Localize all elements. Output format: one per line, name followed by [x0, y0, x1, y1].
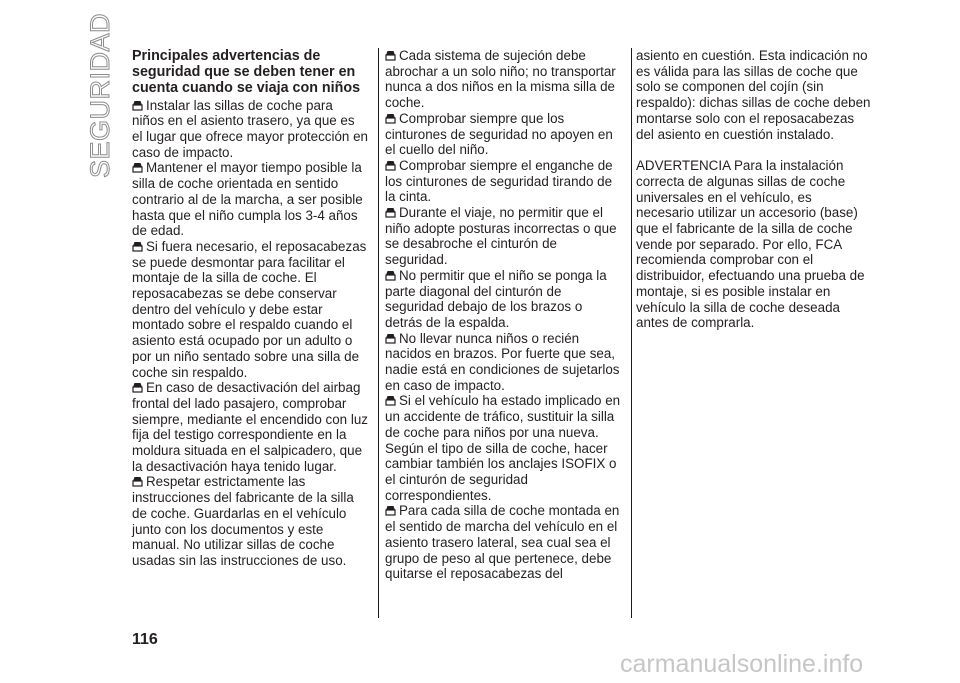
- warning-bullet-icon: [385, 333, 396, 344]
- advertencia-paragraph: ADVERTENCIA Para la instalación correcta de algunas sillas de coche universales en el vehículo, es necesario utilizar un accesorio (base) que el fabricante de la silla de coche vende por separado. Por ello, FCA recomienda comprobar con el distribuidor, efectuando una prueba de montaje, si es posible instalar en vehículo la silla de coche deseada antes de comprarla.: [636, 158, 865, 331]
- column-divider: [631, 48, 632, 618]
- warning-bullet-icon: [132, 382, 143, 393]
- warning-paragraph: Durante el viaje, no permitir que el niño adopte posturas incorrectas o que se desabroche el cinturón de seguridad.: [385, 205, 617, 268]
- warning-bullet-icon: [385, 113, 396, 124]
- section-heading: Principales advertencias de seguridad que se deben tener en cuenta cuando se viaja con niños: [132, 48, 361, 97]
- warning-paragraph: Mantener el mayor tiempo posible la silla de coche orientada en sentido contrario al de la marcha, a ser posible hasta que el niño cumpla los 3-4 años de edad.: [132, 160, 363, 239]
- warning-paragraph: Si el vehículo ha estado implicado en un accidente de tráfico, sustituir la silla de coche para niños por una nueva. Según el tipo de silla de coche, hacer cambiar también los anclajes ISOFIX o el cinturón de seguridad correspondientes.: [385, 393, 621, 503]
- warning-paragraph: Si fuera necesario, el reposacabezas se puede desmontar para facilitar el montaje de la silla de coche. El reposacabezas se debe conservar dentro del vehículo y debe estar montado sobre el respaldo cuando el asiento está ocupado por un adulto o por un niño sentado sobre una silla de coche sin respaldo.: [132, 238, 367, 380]
- column-3: [636, 48, 872, 331]
- column-2: [385, 48, 621, 582]
- warning-paragraph: Instalar las sillas de coche para niños en el asiento trasero, ya que es el lugar que ofrece mayor protección en caso de impacto.: [132, 97, 368, 160]
- warning-paragraph: Respetar estrictamente las instrucciones del fabricante de la silla de coche. Guardarlas en el vehículo junto con los documentos y este manual. No utilizar sillas de coche usadas sin las instrucciones de uso.: [132, 474, 354, 568]
- warning-bullet-icon: [385, 160, 396, 171]
- warning-bullet-icon: [132, 162, 143, 173]
- page-number: 116: [132, 631, 158, 648]
- warning-paragraph: Comprobar siempre el enganche de los cinturones de seguridad tirando de la cinta.: [385, 157, 613, 205]
- warning-paragraph: Para cada silla de coche montada en el sentido de marcha del vehículo en el asiento trasero lateral, sea cual sea el grupo de peso al que pertenece, debe quitarse el reposacabezas del: [385, 503, 620, 582]
- column-divider: [378, 48, 379, 618]
- warning-paragraph: Comprobar siempre que los cinturones de seguridad no apoyen en el cuello del niño.: [385, 110, 613, 158]
- warning-bullet-icon: [385, 207, 396, 218]
- continuation-paragraph: asiento en cuestión. Esta indicación no es válida para las sillas de coche que solo se componen del cojín (sin respaldo): dichas sillas de coche deben montarse solo con el reposacabezas del asiento en cuestión instalado.: [636, 48, 871, 142]
- warning-paragraph: No llevar nunca niños o recién nacidos en brazos. Por fuerte que sea, nadie está en condiciones de sujetarlos en caso de impacto.: [385, 330, 620, 393]
- warning-bullet-icon: [385, 270, 396, 281]
- warning-bullet-icon: [385, 50, 396, 61]
- warning-paragraph: En caso de desactivación del airbag frontal del lado pasajero, comprobar siempre, mediante el encendido con luz fija del testigo correspondiente en la moldura situada en el salpicadero, que la desactivación haya tenido lugar.: [132, 380, 368, 474]
- warning-paragraph: No permitir que el niño se ponga la parte diagonal del cinturón de seguridad debajo de los brazos o detrás de la espalda.: [385, 267, 607, 330]
- warning-bullet-icon: [385, 395, 396, 406]
- column-1: [132, 48, 368, 569]
- watermark: carmanualsonline.info: [620, 650, 864, 678]
- warning-bullet-icon: [132, 241, 143, 252]
- warning-bullet-icon: [385, 505, 396, 516]
- warning-paragraph: Cada sistema de sujeción debe abrochar a un solo niño; no transportar nunca a dos niños en la misma silla de coche.: [385, 48, 616, 111]
- warning-bullet-icon: [132, 100, 143, 111]
- warning-bullet-icon: [132, 476, 143, 487]
- section-tab: [84, 12, 116, 178]
- section-tab-label: SEGURIDAD: [85, 12, 115, 178]
